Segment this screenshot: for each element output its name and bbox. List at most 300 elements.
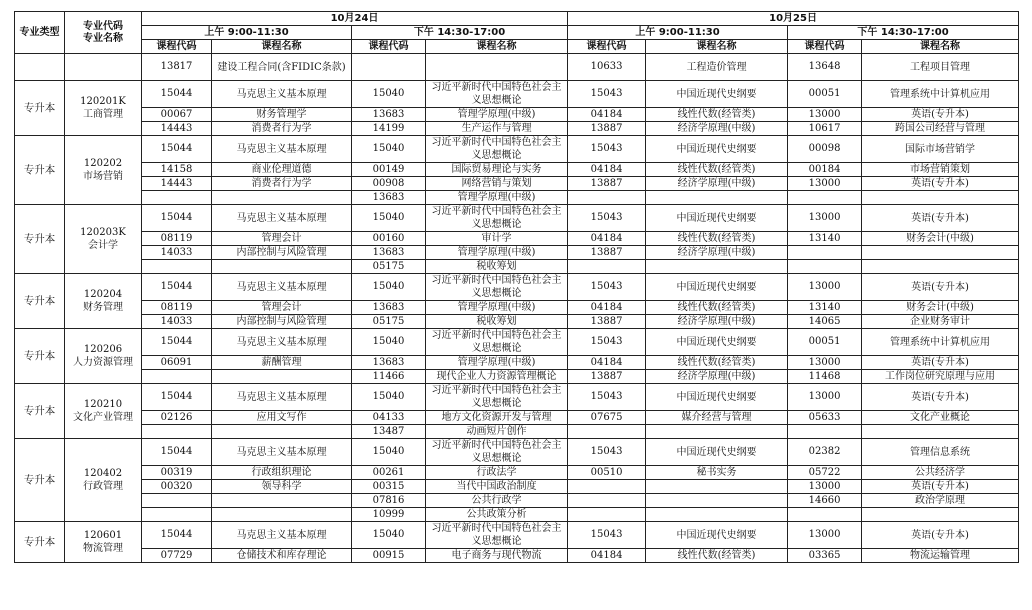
major-code: 120202 [83,158,123,169]
course-code-cell: 15040 [352,439,426,466]
course-code-cell: 15043 [568,205,646,232]
course-name-cell [212,494,352,508]
major-name: 文化产业管理 [73,412,133,423]
course-name-cell: 中国近现代史纲要 [646,205,788,232]
major-code: 120206 [83,344,123,355]
course-name-cell: 商业伦理道德 [212,163,352,177]
major-cell [65,384,142,439]
name-column-header: 课程名称 [212,40,352,54]
major-code: 120201K [80,96,126,107]
table-row [15,191,1019,205]
course-name-cell [212,425,352,439]
course-code-cell: 13140 [788,232,862,246]
course-code-cell: 14158 [142,163,212,177]
course-name-cell: 建设工程合同(含FIDIC条款) [212,54,352,81]
category-cell: 专升本 [15,439,65,522]
course-code-cell: 08119 [142,232,212,246]
course-name-cell: 管理学原理(中级) [426,191,568,205]
major-cell [65,54,142,81]
major-header [65,12,142,54]
course-name-cell: 管理学原理(中级) [426,301,568,315]
course-name-cell: 习近平新时代中国特色社会主义思想概论 [426,81,568,108]
table-row [15,466,1019,480]
course-code-cell: 15044 [142,205,212,232]
course-name-cell [212,260,352,274]
course-name-cell: 公共行政学 [426,494,568,508]
course-code-cell: 13000 [788,274,862,301]
table-row [15,439,1019,466]
course-name-cell [862,191,1019,205]
course-name-cell: 物流运输管理 [862,549,1019,563]
table-row [15,508,1019,522]
major-name: 工商管理 [83,109,123,120]
course-code-cell: 13683 [352,108,426,122]
course-name-cell: 马克思主义基本原理 [212,81,352,108]
exam-schedule-table [14,11,1019,563]
course-code-cell: 15044 [142,136,212,163]
course-code-cell: 14443 [142,122,212,136]
course-code-cell [788,246,862,260]
course-name-cell: 中国近现代史纲要 [646,384,788,411]
course-code-cell: 15044 [142,274,212,301]
course-code-cell: 05175 [352,260,426,274]
category-header: 专业类型 [15,12,65,54]
major-code: 120210 [83,399,123,410]
course-name-cell: 经济学原理(中级) [646,370,788,384]
course-code-cell: 13648 [788,54,862,81]
course-code-cell: 15040 [352,274,426,301]
course-name-cell: 线性代数(经管类) [646,163,788,177]
course-code-cell: 13887 [568,315,646,329]
table-row [15,122,1019,136]
course-code-cell [568,508,646,522]
course-name-cell: 习近平新时代中国特色社会主义思想概论 [426,274,568,301]
course-name-cell: 领导科学 [212,480,352,494]
course-code-cell [788,508,862,522]
course-name-cell [646,425,788,439]
course-name-cell [862,246,1019,260]
course-code-cell: 05722 [788,466,862,480]
session-header: 下午 14:30-17:00 [352,26,568,40]
course-code-cell: 13000 [788,522,862,549]
major-name-header: 专业名称 [83,32,123,44]
course-code-cell [142,370,212,384]
course-name-cell: 财务管理学 [212,108,352,122]
course-name-cell: 地方文化资源开发与管理 [426,411,568,425]
course-name-cell [862,260,1019,274]
course-name-cell: 应用文写作 [212,411,352,425]
course-code-cell: 00067 [142,108,212,122]
course-name-cell: 习近平新时代中国特色社会主义思想概论 [426,522,568,549]
course-name-cell [862,425,1019,439]
table-row [15,425,1019,439]
course-code-cell: 07729 [142,549,212,563]
course-name-cell: 管理会计 [212,232,352,246]
category-cell: 专升本 [15,81,65,136]
course-name-cell: 消费者行为学 [212,177,352,191]
course-code-cell: 05175 [352,315,426,329]
course-code-cell: 04184 [568,163,646,177]
course-name-cell: 仓储技术和库存理论 [212,549,352,563]
course-code-cell [142,260,212,274]
course-name-cell: 内部控制与风险管理 [212,315,352,329]
course-name-cell: 公共经济学 [862,466,1019,480]
course-name-cell: 电子商务与现代物流 [426,549,568,563]
course-code-cell: 15043 [568,274,646,301]
major-code: 120402 [83,468,123,479]
course-code-cell: 15043 [568,522,646,549]
course-name-cell: 秘书实务 [646,466,788,480]
table-row [15,329,1019,356]
major-cell [65,136,142,205]
major-name: 市场营销 [83,171,123,182]
name-column-header: 课程名称 [646,40,788,54]
course-name-cell: 工程项目管理 [862,54,1019,81]
course-name-cell: 公共政策分析 [426,508,568,522]
course-code-cell: 00051 [788,329,862,356]
course-code-cell: 13487 [352,425,426,439]
course-name-cell: 英语(专升本) [862,205,1019,232]
course-name-cell: 习近平新时代中国特色社会主义思想概论 [426,205,568,232]
course-name-cell [646,191,788,205]
course-code-cell [568,480,646,494]
category-cell [15,54,65,81]
course-code-cell: 10617 [788,122,862,136]
course-code-cell: 00261 [352,466,426,480]
table-row [15,549,1019,563]
course-name-cell: 财务会计(中级) [862,232,1019,246]
major-name: 人力资源管理 [73,357,133,368]
course-name-cell: 英语(专升本) [862,356,1019,370]
course-name-cell: 政治学原理 [862,494,1019,508]
table-row [15,370,1019,384]
course-code-cell [142,425,212,439]
course-code-cell: 00908 [352,177,426,191]
table-row [15,356,1019,370]
course-name-cell: 市场营销策划 [862,163,1019,177]
course-name-cell: 英语(专升本) [862,177,1019,191]
major-code-header: 专业代码 [83,20,123,32]
header-row-days [15,12,1019,26]
table-row [15,232,1019,246]
course-code-cell: 13000 [788,108,862,122]
course-name-cell: 生产运作与管理 [426,122,568,136]
course-name-cell: 中国近现代史纲要 [646,439,788,466]
course-code-cell: 13000 [788,384,862,411]
major-cell [65,522,142,563]
code-column-header: 课程代码 [352,40,426,54]
course-code-cell: 11468 [788,370,862,384]
table-row [15,494,1019,508]
major-cell [65,329,142,384]
course-name-cell: 线性代数(经管类) [646,301,788,315]
course-name-cell: 英语(专升本) [862,274,1019,301]
course-code-cell: 02126 [142,411,212,425]
course-code-cell: 13887 [568,370,646,384]
category-cell: 专升本 [15,205,65,274]
course-name-cell: 内部控制与风险管理 [212,246,352,260]
course-code-cell: 00510 [568,466,646,480]
course-code-cell: 15044 [142,329,212,356]
course-code-cell: 13000 [788,177,862,191]
course-name-cell [212,508,352,522]
course-name-cell: 当代中国政治制度 [426,480,568,494]
table-row [15,246,1019,260]
course-name-cell: 习近平新时代中国特色社会主义思想概论 [426,384,568,411]
session-header: 上午 9:00-11:30 [142,26,352,40]
course-code-cell: 07675 [568,411,646,425]
course-name-cell: 马克思主义基本原理 [212,384,352,411]
table-row [15,384,1019,411]
course-name-cell: 税收筹划 [426,260,568,274]
table-row [15,301,1019,315]
course-name-cell: 中国近现代史纲要 [646,274,788,301]
day-header-1: 10月24日 [142,12,568,26]
course-code-cell: 15043 [568,384,646,411]
course-code-cell: 15044 [142,522,212,549]
course-name-cell: 媒介经营与管理 [646,411,788,425]
course-name-cell [426,54,568,81]
table-row [15,163,1019,177]
major-name: 财务管理 [83,302,123,313]
course-code-cell: 15043 [568,136,646,163]
course-code-cell: 15040 [352,522,426,549]
course-name-cell: 税收筹划 [426,315,568,329]
course-code-cell: 00160 [352,232,426,246]
course-code-cell [788,191,862,205]
course-name-cell: 习近平新时代中国特色社会主义思想概论 [426,439,568,466]
course-code-cell: 00319 [142,466,212,480]
course-name-cell [646,494,788,508]
course-name-cell: 经济学原理(中级) [646,315,788,329]
code-column-header: 课程代码 [788,40,862,54]
course-code-cell: 13000 [788,356,862,370]
course-code-cell: 04184 [568,301,646,315]
course-name-cell: 薪酬管理 [212,356,352,370]
course-code-cell: 15043 [568,439,646,466]
course-name-cell: 马克思主义基本原理 [212,439,352,466]
course-code-cell: 08119 [142,301,212,315]
course-name-cell: 管理学原理(中级) [426,356,568,370]
course-name-cell: 马克思主义基本原理 [212,329,352,356]
table-row [15,480,1019,494]
course-code-cell [568,260,646,274]
course-code-cell: 13000 [788,480,862,494]
course-code-cell: 13683 [352,356,426,370]
course-code-cell: 00184 [788,163,862,177]
category-cell: 专升本 [15,329,65,384]
course-name-cell: 马克思主义基本原理 [212,522,352,549]
course-name-cell: 英语(专升本) [862,522,1019,549]
course-name-cell: 管理系统中计算机应用 [862,329,1019,356]
major-code: 120601 [83,530,123,541]
course-code-cell [568,425,646,439]
course-name-cell: 财务会计(中级) [862,301,1019,315]
course-name-cell: 现代企业人力资源管理概论 [426,370,568,384]
table-row [15,205,1019,232]
course-code-cell: 13887 [568,177,646,191]
code-column-header: 课程代码 [142,40,212,54]
course-code-cell: 00915 [352,549,426,563]
course-name-cell: 管理学原理(中级) [426,246,568,260]
major-code: 120204 [83,289,123,300]
course-name-cell: 企业财务审计 [862,315,1019,329]
course-name-cell: 跨国公司经营与管理 [862,122,1019,136]
course-name-cell: 英语(专升本) [862,384,1019,411]
course-code-cell: 04184 [568,108,646,122]
category-cell: 专升本 [15,274,65,329]
table-row [15,177,1019,191]
course-name-cell [646,260,788,274]
major-code: 120203K [80,227,126,238]
course-code-cell [788,260,862,274]
course-name-cell: 马克思主义基本原理 [212,136,352,163]
course-name-cell: 马克思主义基本原理 [212,274,352,301]
schedule-body [15,54,1019,563]
course-name-cell: 中国近现代史纲要 [646,329,788,356]
major-name: 行政管理 [83,481,123,492]
course-code-cell: 14660 [788,494,862,508]
course-name-cell: 中国近现代史纲要 [646,136,788,163]
course-code-cell [142,191,212,205]
course-code-cell: 00320 [142,480,212,494]
course-code-cell: 10633 [568,54,646,81]
course-name-cell: 行政法学 [426,466,568,480]
course-code-cell: 03365 [788,549,862,563]
course-name-cell: 管理系统中计算机应用 [862,81,1019,108]
session-header: 下午 14:30-17:00 [788,26,1019,40]
major-cell [65,81,142,136]
course-name-cell [646,508,788,522]
course-code-cell: 04133 [352,411,426,425]
course-code-cell [788,425,862,439]
course-code-cell: 04184 [568,549,646,563]
course-code-cell: 13683 [352,301,426,315]
course-name-cell: 消费者行为学 [212,122,352,136]
course-code-cell: 13140 [788,301,862,315]
table-row [15,260,1019,274]
course-name-cell [646,480,788,494]
course-code-cell: 13683 [352,191,426,205]
course-code-cell: 06091 [142,356,212,370]
course-code-cell: 13817 [142,54,212,81]
course-code-cell: 14443 [142,177,212,191]
course-code-cell: 14033 [142,315,212,329]
course-name-cell: 管理信息系统 [862,439,1019,466]
course-code-cell: 15040 [352,329,426,356]
course-name-cell [862,508,1019,522]
course-code-cell: 04184 [568,356,646,370]
course-code-cell [568,494,646,508]
major-cell [65,439,142,522]
course-code-cell [568,191,646,205]
code-column-header: 课程代码 [568,40,646,54]
course-code-cell: 10999 [352,508,426,522]
course-name-cell: 行政组织理论 [212,466,352,480]
course-name-cell: 马克思主义基本原理 [212,205,352,232]
table-row [15,108,1019,122]
course-name-cell: 动画短片创作 [426,425,568,439]
course-code-cell: 00315 [352,480,426,494]
course-name-cell: 工作岗位研究原理与应用 [862,370,1019,384]
table-row [15,274,1019,301]
course-name-cell: 审计学 [426,232,568,246]
course-code-cell: 14065 [788,315,862,329]
course-name-cell: 中国近现代史纲要 [646,522,788,549]
course-name-cell: 管理学原理(中级) [426,108,568,122]
course-code-cell: 14033 [142,246,212,260]
course-name-cell: 网络营销与策划 [426,177,568,191]
major-name: 会计学 [88,240,118,251]
course-name-cell: 线性代数(经管类) [646,108,788,122]
course-code-cell: 14199 [352,122,426,136]
header-row-columns [15,40,1019,54]
course-name-cell: 习近平新时代中国特色社会主义思想概论 [426,136,568,163]
course-name-cell: 习近平新时代中国特色社会主义思想概论 [426,329,568,356]
course-code-cell [142,508,212,522]
course-code-cell: 15043 [568,329,646,356]
course-name-cell: 管理会计 [212,301,352,315]
table-row [15,411,1019,425]
table-row [15,315,1019,329]
course-code-cell: 11466 [352,370,426,384]
course-name-cell: 国际市场营销学 [862,136,1019,163]
course-code-cell [142,494,212,508]
name-column-header: 课程名称 [426,40,568,54]
major-cell [65,274,142,329]
course-code-cell: 15040 [352,384,426,411]
course-name-cell: 英语(专升本) [862,108,1019,122]
course-name-cell: 文化产业概论 [862,411,1019,425]
course-code-cell: 13887 [568,246,646,260]
table-row [15,81,1019,108]
course-code-cell: 00149 [352,163,426,177]
major-cell [65,205,142,274]
course-code-cell: 15044 [142,439,212,466]
course-code-cell: 15040 [352,136,426,163]
course-name-cell: 国际贸易理论与实务 [426,163,568,177]
course-code-cell: 15040 [352,205,426,232]
course-code-cell: 13683 [352,246,426,260]
course-code-cell: 00098 [788,136,862,163]
major-name: 物流管理 [83,543,123,554]
course-name-cell: 线性代数(经管类) [646,549,788,563]
course-name-cell: 工程造价管理 [646,54,788,81]
course-name-cell [212,191,352,205]
table-row [15,136,1019,163]
course-name-cell [212,370,352,384]
course-code-cell: 05633 [788,411,862,425]
header-row-sessions [15,26,1019,40]
course-code-cell [352,54,426,81]
course-code-cell: 13000 [788,205,862,232]
course-name-cell: 英语(专升本) [862,480,1019,494]
course-code-cell: 04184 [568,232,646,246]
table-row [15,54,1019,81]
course-code-cell: 15044 [142,81,212,108]
course-code-cell: 15044 [142,384,212,411]
course-code-cell: 00051 [788,81,862,108]
course-name-cell: 经济学原理(中级) [646,246,788,260]
course-name-cell: 经济学原理(中级) [646,177,788,191]
course-code-cell: 07816 [352,494,426,508]
category-cell: 专升本 [15,522,65,563]
course-code-cell: 15040 [352,81,426,108]
name-column-header: 课程名称 [862,40,1019,54]
category-cell: 专升本 [15,384,65,439]
course-name-cell: 经济学原理(中级) [646,122,788,136]
day-header-2: 10月25日 [568,12,1019,26]
